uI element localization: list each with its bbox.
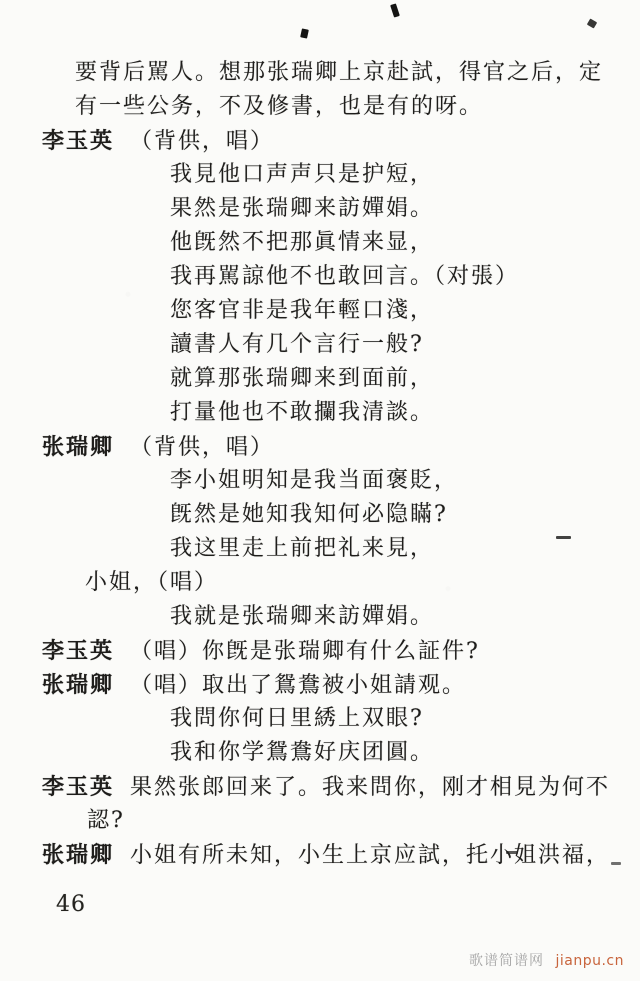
watermark-site-url: jianpu.cn	[555, 953, 624, 969]
watermark	[469, 950, 624, 970]
script-line	[42, 396, 614, 430]
script-line	[42, 464, 614, 498]
script-line	[42, 192, 614, 226]
script-line	[42, 600, 614, 634]
line-text: 我就是张瑞卿来訪嬋娟。	[170, 604, 435, 629]
script-line	[42, 498, 614, 532]
line-text: （背供，唱）	[130, 435, 275, 460]
line-text: 認?	[87, 808, 125, 833]
script-line	[42, 634, 614, 668]
line-text: 我这里走上前把礼来見，	[170, 536, 435, 561]
speaker-name: 李玉英	[42, 128, 115, 154]
line-text: 讀書人有几个言行一般?	[170, 332, 424, 357]
script-line	[42, 566, 614, 600]
line-text: 您客官非是我年輕口淺，	[170, 298, 435, 323]
ink-speck	[587, 18, 597, 28]
script-line	[42, 532, 614, 566]
line-text: （唱）取出了鴛鴦被小姐請观。	[130, 673, 467, 698]
speaker-name: 张瑞卿	[42, 672, 115, 698]
script-line	[42, 770, 614, 804]
script-line	[42, 328, 614, 362]
line-text: 果然张郎回来了。我来問你，刚才相見为何不	[130, 775, 611, 800]
speaker-name: 张瑞卿	[42, 434, 115, 460]
script-line	[42, 804, 614, 838]
line-text: 我問你何日里綉上双眼?	[170, 706, 424, 731]
line-text: 打量他也不敢攔我清談。	[170, 400, 435, 425]
script-line	[42, 668, 614, 702]
script-line	[42, 158, 614, 192]
line-text: 就算那张瑞卿来到面前，	[170, 366, 435, 391]
line-text: 旣然是她知我知何必隐瞞?	[170, 502, 448, 527]
line-text: 小姐，（唱）	[85, 570, 219, 595]
script-line	[42, 838, 614, 872]
line-text: 他旣然不把那眞情来显，	[170, 230, 435, 255]
line-text: 我和你学鴛鴦好庆团圓。	[170, 740, 435, 765]
line-text: （唱）你旣是张瑞卿有什么証件?	[130, 639, 480, 664]
script-line	[42, 430, 614, 464]
line-text: 我見他口声声只是护短，	[170, 162, 435, 187]
line-text: 李小姐明知是我当面褒貶，	[170, 468, 459, 493]
line-text: 我再駡諒他不也敢回言。（对張）	[170, 264, 520, 289]
line-text: 小姐有所未知，小生上京应試，托小姐洪福，	[130, 843, 611, 868]
script-line	[42, 90, 614, 124]
watermark-site-name: 歌谱简谱网	[469, 953, 545, 969]
script-line	[42, 260, 614, 294]
ink-speck	[390, 3, 400, 17]
script-line	[42, 362, 614, 396]
line-text: 要背后駡人。想那张瑞卿上京赴試，得官之后，定	[75, 60, 604, 85]
script-line	[42, 56, 614, 90]
script-line	[42, 226, 614, 260]
line-text: （背供，唱）	[130, 129, 275, 154]
line-text: 果然是张瑞卿来訪嬋娟。	[170, 196, 435, 221]
page-number: 46	[56, 892, 86, 917]
ink-speck	[300, 28, 309, 38]
script-line	[42, 124, 614, 158]
script-lines	[42, 56, 614, 872]
speaker-name: 张瑞卿	[42, 842, 115, 868]
speaker-name: 李玉英	[42, 774, 115, 800]
speaker-name: 李玉英	[42, 638, 115, 664]
script-line	[42, 736, 614, 770]
script-line	[42, 702, 614, 736]
script-line	[42, 294, 614, 328]
line-text: 有一些公务，不及修書，也是有的呀。	[75, 94, 484, 119]
